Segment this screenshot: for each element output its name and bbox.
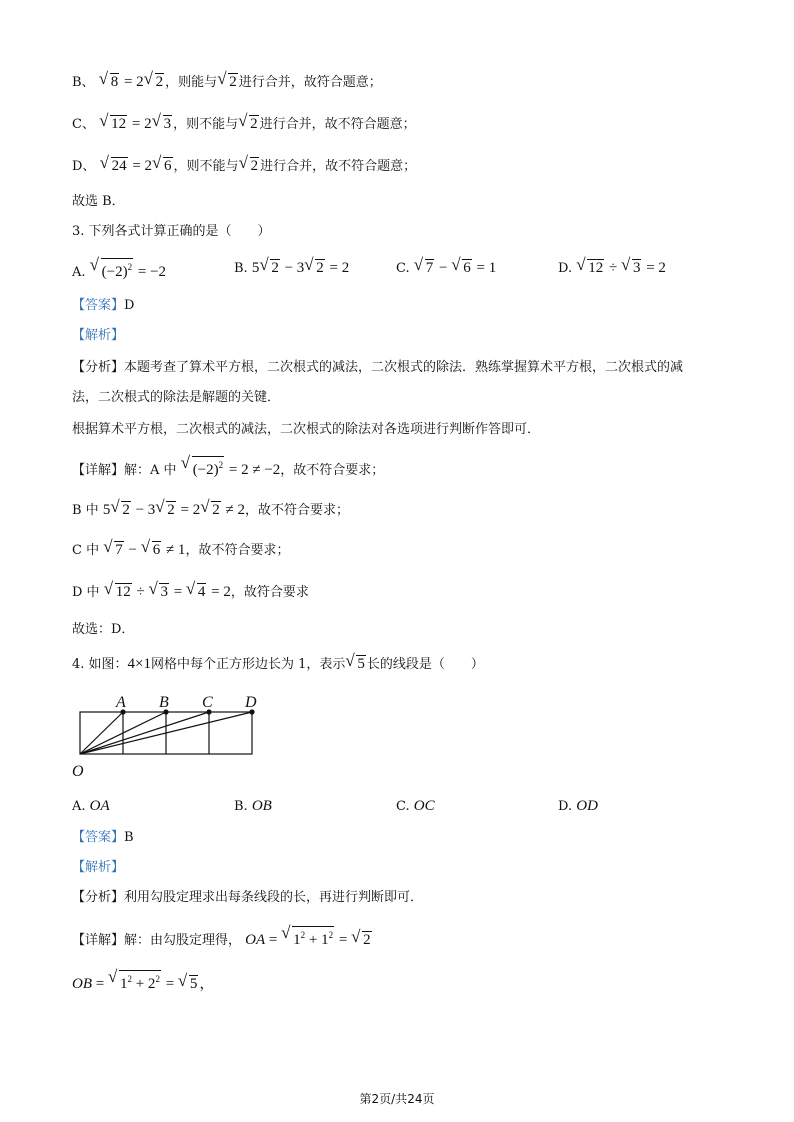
text: ，则不能与: [173, 117, 239, 132]
radicand: 24: [111, 158, 127, 174]
q3-fenxi-1: [72, 358, 683, 378]
formula: √ $(-2)^2 = -2$: [90, 264, 166, 280]
option-label: D.: [558, 799, 573, 814]
q4-detail-oa: [72, 926, 373, 951]
q4-option-d: [558, 796, 598, 817]
label: D、: [72, 159, 96, 174]
text: D 中: [72, 585, 100, 600]
option-label: A.: [72, 265, 86, 280]
answer-value: B: [124, 830, 134, 845]
q4-answer: [72, 828, 134, 848]
option-value: OC: [413, 798, 435, 814]
q3-answer: [72, 296, 134, 316]
option-label: C.: [396, 261, 410, 276]
detail-tag: 【详解】: [72, 463, 125, 478]
option-value: OA: [89, 798, 110, 814]
fenxi-tag: 【分析】: [72, 360, 125, 375]
segment-oc: [80, 712, 209, 754]
text: 4. 如图：: [72, 657, 128, 672]
formula: OA = √ $1^2 + 1^2$ = √ 2: [245, 932, 372, 948]
text: C 中: [72, 543, 100, 558]
radicand: 2: [229, 74, 237, 90]
option-label: B.: [234, 799, 248, 814]
answer-tag: 【答案】: [72, 298, 125, 313]
radicand: 8: [110, 74, 119, 90]
q3-option-d: [558, 258, 666, 279]
q3-detail-d: [72, 582, 309, 603]
label-b: B: [159, 694, 169, 711]
coef: 2: [144, 158, 153, 174]
q4-stem: 4. 如图：4×1网格中每个正方形边长为 1，表示√ 5 长的线段是（ ）: [72, 654, 484, 675]
option-label: C.: [396, 799, 410, 814]
q3-fenxi-2: 法，二次根式的除法是解题的关键．: [72, 390, 281, 405]
q3-conclusion: 故选：D．: [72, 622, 135, 637]
lhs: OA: [245, 932, 266, 948]
q3-detail-b: [72, 500, 349, 521]
analysis-tag: 【解析】: [72, 860, 125, 875]
option-value: OD: [576, 798, 598, 814]
formula: √ 12 ÷ √ 3 = 2: [576, 260, 666, 276]
q2-conclusion: 故选 B．: [72, 194, 125, 209]
q3-detail-c: [72, 540, 289, 561]
formula: √ 12 = 2√ 3: [99, 116, 173, 132]
lhs: OB: [72, 976, 92, 992]
formula: √ 7 − √ 6 ≠ 1: [103, 542, 185, 558]
label-a: A: [116, 694, 126, 711]
q3-option-b: [234, 258, 349, 279]
radicand: 2: [250, 158, 259, 174]
formula: √ 24 = 2√ 6: [100, 158, 174, 174]
radicand: 3: [163, 116, 172, 132]
formula: √ 12 ÷ √ 3 = √ 4 = 2: [104, 584, 231, 600]
text: 长的线段是（ ）: [366, 657, 484, 672]
label-d: D: [245, 694, 257, 711]
q4-detail-ob: [72, 970, 214, 995]
segment-oa: [80, 712, 123, 754]
detail-tag: 【详解】: [72, 933, 125, 948]
text: 网格中每个正方形边长为 1，表示: [151, 657, 346, 672]
option-label: A.: [72, 799, 86, 814]
radicand: 6: [164, 158, 172, 174]
q3-option-a: [72, 258, 166, 283]
label-o: O: [72, 763, 84, 780]
label-c: C: [202, 694, 213, 711]
fenxi-tag: 【分析】: [72, 890, 125, 905]
q4-analysis-tag: [72, 858, 124, 878]
text: 进行合并，故符合题意；: [238, 75, 382, 90]
text: 解：A 中: [124, 463, 177, 478]
radicand: 2: [155, 74, 164, 90]
q3-stem: 3. 下列各式计算正确的是（ ）: [72, 224, 271, 239]
formula: √ 8 = 2√ 2: [99, 74, 165, 90]
q3-detail-a: [72, 456, 384, 481]
q3-analysis-tag: [72, 326, 124, 346]
formula: 5√ 2 − 3√ 2 = 2√ 2 ≠ 2: [103, 502, 245, 518]
text: ，故不符合要求；: [185, 543, 290, 558]
q4-option-a: [72, 796, 110, 817]
text: 进行合并，故不符合题意；: [260, 159, 417, 174]
label: B、: [72, 75, 95, 90]
text: ，故不符合要求；: [245, 503, 350, 518]
q4-fenxi: [72, 888, 423, 908]
q2-option-b-explanation: [72, 72, 382, 93]
text: 解：由勾股定理得，: [124, 933, 242, 948]
option-label: B.: [234, 261, 248, 276]
text: ，故符合要求: [230, 585, 309, 600]
coef: 2: [144, 116, 152, 132]
page-footer: 第2页/共24页: [359, 1092, 435, 1106]
formula: √ $(-2)^2 = 2 \ne -2$: [181, 462, 281, 478]
q4-option-b: [234, 796, 272, 817]
text: 进行合并，故不符合题意；: [259, 117, 416, 132]
q2-option-c-explanation: [72, 114, 416, 135]
q3-fenxi-3: 根据算术平方根，二次根式的减法，二次根式的除法对各选项进行判断作答即可．: [72, 422, 541, 437]
text: 利用勾股定理求出每条线段的长，再进行判断即可．: [124, 890, 424, 905]
text: ，故不符合要求；: [280, 463, 385, 478]
label: C、: [72, 117, 95, 132]
q3-option-c: [396, 258, 496, 279]
formula: √ 7 − √ 6 = 1: [414, 260, 496, 276]
option-label: D.: [558, 261, 573, 276]
answer-tag: 【答案】: [72, 830, 125, 845]
text: ，则能与: [165, 75, 218, 90]
answer-value: D: [124, 298, 135, 313]
radicand: 12: [111, 116, 127, 132]
coef: 2: [136, 74, 144, 90]
formula: 5√ 2 − 3√ 2 = 2: [252, 260, 349, 276]
text: B 中: [72, 503, 99, 518]
formula: OB = √ $1^2 + 2^2$ = √ 5 ，: [72, 976, 214, 992]
q4-option-c: [396, 796, 435, 817]
grid-size: 4×1: [127, 656, 152, 672]
text: ，则不能与: [173, 159, 239, 174]
analysis-tag: 【解析】: [72, 328, 125, 343]
text: 本题考查了算术平方根，二次根式的减法，二次根式的除法．熟练掌握算术平方根，二次根式的减: [124, 360, 684, 375]
q4-grid-figure: [70, 690, 270, 782]
q2-option-d-explanation: [72, 156, 416, 177]
radicand: 2: [250, 116, 258, 132]
option-value: OB: [251, 798, 272, 814]
